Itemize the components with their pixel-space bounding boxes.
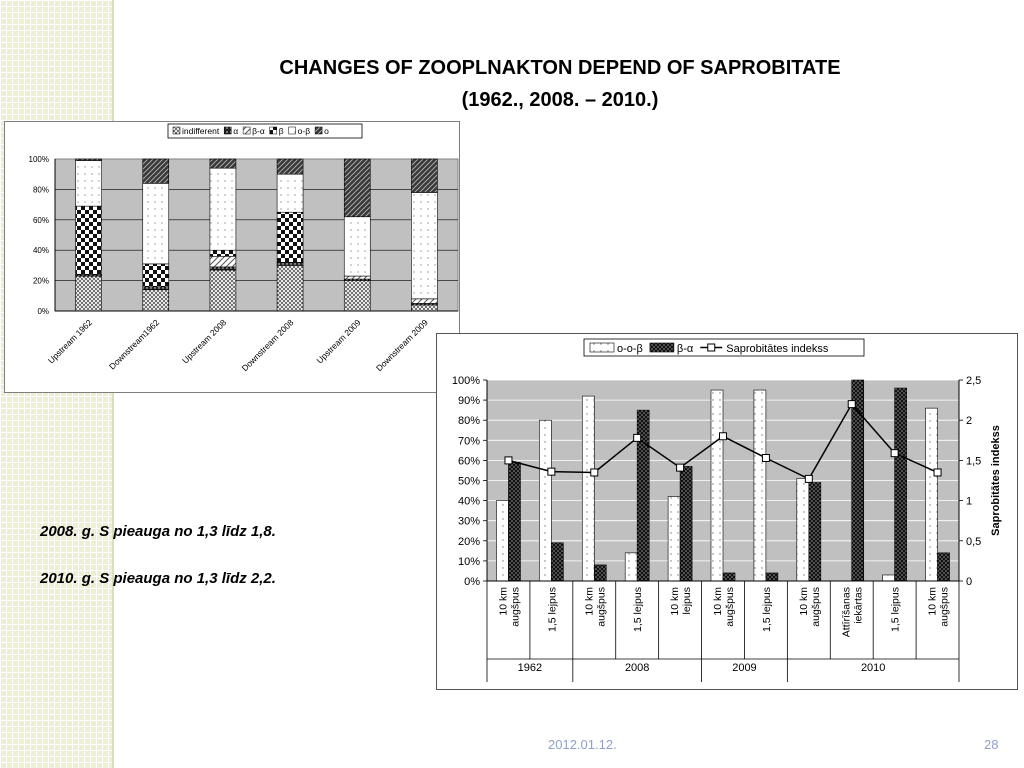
bar-segment-1 bbox=[76, 276, 102, 311]
y-left-tick-label: 0% bbox=[464, 576, 480, 588]
bar-beta-alpha bbox=[508, 462, 520, 581]
x-category-label: 10 km bbox=[497, 587, 510, 616]
legend-label: indifferent bbox=[182, 126, 220, 136]
legend-swatch bbox=[289, 127, 296, 134]
slide-number: 28 bbox=[984, 737, 999, 752]
x-category-label: augšpus bbox=[724, 587, 736, 627]
legend-swatch bbox=[315, 127, 322, 134]
bar-segment-1 bbox=[277, 265, 303, 311]
x-category-label: iekārtas bbox=[852, 587, 865, 624]
x-category-label: augšpus bbox=[938, 587, 951, 627]
x-category-label: 10 km bbox=[669, 587, 682, 616]
legend-label: o-β bbox=[297, 126, 311, 136]
x-tick-label: Upstream 1962 bbox=[45, 317, 94, 366]
bar-segment-3 bbox=[210, 256, 236, 267]
bar-o-o-beta bbox=[711, 390, 723, 581]
bar-o-o-beta bbox=[668, 497, 680, 581]
y-left-tick-label: 30% bbox=[457, 515, 480, 528]
bar-segment-1 bbox=[143, 290, 169, 311]
y-right-axis-title: Saprobitātes indekss bbox=[990, 425, 1002, 536]
legend-swatch bbox=[270, 127, 277, 134]
legend-label: β-α bbox=[252, 126, 265, 136]
legend-label: Saprobitātes indekss bbox=[726, 343, 829, 355]
bar-segment-2 bbox=[277, 262, 303, 265]
bar-segment-5 bbox=[143, 183, 169, 264]
legend-marker-swatch bbox=[708, 344, 715, 351]
y-left-tick-label: 20% bbox=[457, 535, 480, 548]
bar-beta-alpha bbox=[551, 543, 563, 581]
bar-beta-alpha bbox=[938, 553, 950, 581]
bar-segment-6 bbox=[277, 159, 303, 174]
title-line-1: CHANGES OF ZOOPLNAKTON DEPEND OF SAPROBITATE bbox=[279, 57, 841, 79]
line-marker bbox=[548, 468, 555, 475]
y-left-tick-label: 80% bbox=[457, 415, 480, 428]
legend-swatch bbox=[243, 127, 250, 134]
bar-segment-6 bbox=[344, 159, 370, 217]
x-category-label: augšpus bbox=[595, 587, 608, 627]
bar-beta-alpha bbox=[895, 388, 907, 581]
group-label: 2009 bbox=[732, 662, 757, 674]
y-right-tick-label: 2 bbox=[966, 415, 973, 428]
legend-swatch bbox=[173, 127, 180, 134]
bar-o-o-beta bbox=[883, 575, 895, 581]
line-marker bbox=[505, 457, 512, 464]
bar-segment-5 bbox=[344, 217, 370, 276]
x-category-label: augšpus bbox=[509, 587, 522, 627]
bar-segment-5 bbox=[277, 174, 303, 212]
bar-segment-5 bbox=[411, 192, 437, 298]
line-marker bbox=[677, 464, 684, 471]
x-tick-label: Downstream 2009 bbox=[373, 317, 430, 374]
stacked-bar-chart-svg bbox=[5, 122, 459, 392]
bar-segment-6 bbox=[210, 159, 236, 168]
bar-segment-1 bbox=[344, 281, 370, 311]
bar-segment-3 bbox=[344, 276, 370, 279]
y-left-tick-label: 100% bbox=[451, 375, 480, 387]
y-left-tick-label: 50% bbox=[457, 475, 480, 488]
legend-label: α bbox=[233, 126, 239, 136]
bar-o-o-beta bbox=[754, 390, 766, 581]
x-category-label: 10 km bbox=[797, 587, 810, 616]
y-tick-label: 100% bbox=[28, 155, 49, 164]
combo-chart bbox=[436, 333, 1018, 690]
x-category-label: 10 km bbox=[712, 587, 724, 616]
bar-o-o-beta bbox=[797, 478, 809, 581]
y-right-tick-label: 2,5 bbox=[966, 375, 982, 387]
legend-label: β bbox=[278, 126, 284, 136]
y-left-tick-label: 60% bbox=[457, 455, 480, 468]
slide-title bbox=[230, 52, 890, 116]
x-tick-label: Downstream1962 bbox=[106, 317, 162, 372]
bar-beta-alpha bbox=[594, 565, 606, 581]
bar-segment-4 bbox=[143, 264, 169, 287]
y-right-tick-label: 1,5 bbox=[966, 455, 982, 468]
x-category-label: augšpus bbox=[809, 587, 822, 627]
x-tick-label: Upstream 2008 bbox=[180, 317, 229, 366]
x-category-label: Attīrīšanas bbox=[840, 587, 853, 638]
y-left-tick-label: 10% bbox=[457, 555, 480, 568]
line-marker bbox=[634, 434, 641, 441]
bar-segment-1 bbox=[411, 305, 437, 311]
x-category-label: 10 km bbox=[926, 587, 939, 616]
y-left-tick-label: 90% bbox=[457, 395, 480, 408]
bar-segment-6 bbox=[143, 159, 169, 183]
bar-beta-alpha bbox=[680, 466, 692, 581]
bar-segment-5 bbox=[210, 168, 236, 250]
bar-beta-alpha bbox=[809, 483, 821, 581]
x-tick-label: Downstream 2008 bbox=[239, 317, 296, 374]
line-marker bbox=[891, 450, 898, 457]
line-marker bbox=[591, 469, 598, 476]
bar-segment-2 bbox=[143, 287, 169, 290]
bar-segment-6 bbox=[76, 159, 102, 161]
legend-swatch bbox=[650, 343, 674, 352]
line-marker bbox=[848, 401, 855, 408]
note-2010: 2010. g. S pieauga no 1,3 līdz 2,2. bbox=[40, 570, 276, 587]
line-marker bbox=[762, 454, 769, 461]
bar-segment-4 bbox=[76, 206, 102, 274]
line-marker bbox=[805, 475, 812, 482]
legend-label: β-α bbox=[676, 343, 694, 355]
bar-beta-alpha bbox=[766, 573, 778, 581]
y-tick-label: 0% bbox=[37, 307, 49, 316]
y-tick-label: 80% bbox=[32, 185, 49, 195]
legend-swatch bbox=[224, 127, 231, 134]
x-category-label: 1,5 lejpus bbox=[632, 587, 645, 632]
x-tick-label: Upstream 2009 bbox=[314, 317, 363, 366]
x-category-label: 1,5 lejpus bbox=[889, 587, 902, 632]
y-right-tick-label: 1 bbox=[966, 495, 973, 508]
bar-segment-4 bbox=[210, 250, 236, 256]
x-category-label: 1,5 lejpus bbox=[546, 587, 559, 632]
y-tick-label: 20% bbox=[32, 276, 49, 286]
title-line-2: (1962., 2008. – 2010.) bbox=[461, 89, 659, 111]
bar-o-o-beta bbox=[625, 553, 637, 581]
stacked-bar-chart bbox=[4, 121, 460, 393]
group-label: 2008 bbox=[624, 662, 650, 674]
legend-swatch bbox=[590, 343, 614, 352]
bar-segment-4 bbox=[277, 212, 303, 262]
legend-label: o-o-β bbox=[617, 343, 643, 355]
bar-segment-2 bbox=[210, 267, 236, 270]
combo-chart-svg bbox=[437, 334, 1017, 689]
line-marker bbox=[934, 469, 941, 476]
bar-segment-6 bbox=[411, 159, 437, 192]
bar-segment-5 bbox=[76, 161, 102, 207]
group-label: 1962 bbox=[517, 662, 543, 674]
y-tick-label: 40% bbox=[32, 246, 49, 256]
bar-o-o-beta bbox=[926, 408, 938, 581]
y-left-tick-label: 70% bbox=[457, 435, 480, 448]
bar-segment-3 bbox=[411, 299, 437, 304]
note-2008: 2008. g. S pieauga no 1,3 līdz 1,8. bbox=[40, 523, 276, 540]
x-category-label: 1,5 lejpus bbox=[760, 587, 773, 632]
plot-area bbox=[55, 159, 458, 311]
bar-o-o-beta bbox=[539, 420, 551, 581]
group-label: 2010 bbox=[860, 662, 886, 674]
y-left-tick-label: 40% bbox=[457, 495, 480, 508]
bar-beta-alpha bbox=[723, 573, 735, 581]
bar-segment-1 bbox=[210, 270, 236, 311]
x-category-label: 10 km bbox=[583, 587, 596, 616]
bar-o-o-beta bbox=[496, 501, 508, 581]
slide-date: 2012.01.12. bbox=[548, 737, 617, 752]
legend-label: o bbox=[324, 126, 329, 136]
y-tick-label: 60% bbox=[32, 215, 49, 225]
x-category-label: lejpus bbox=[681, 587, 694, 615]
y-right-tick-label: 0,5 bbox=[966, 535, 982, 548]
bar-o-o-beta bbox=[582, 396, 594, 581]
line-marker bbox=[720, 433, 727, 440]
y-right-tick-label: 0 bbox=[966, 576, 973, 588]
